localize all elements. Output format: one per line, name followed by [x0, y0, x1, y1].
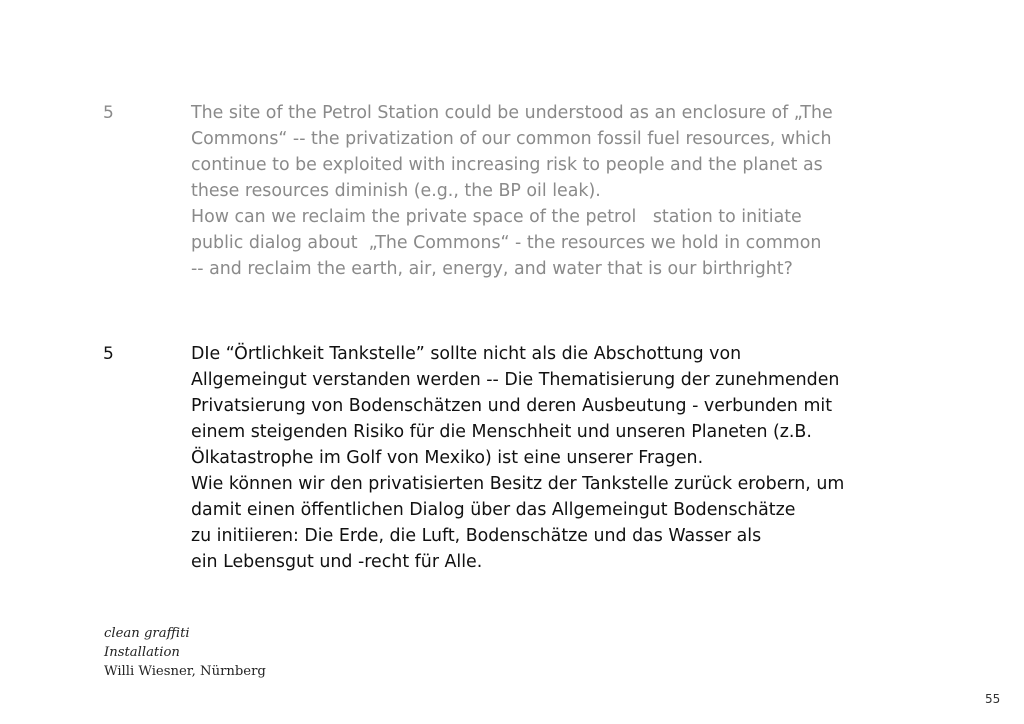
german-line: einem steigenden Risiko für die Menschheit und unseren Planeten (z.B. — [191, 422, 812, 442]
german-line: Privatsierung von Bodenschätzen und deren Ausbeutung - verbunden mit — [191, 396, 833, 416]
english-line: public dialog about „The Commons“ - the resources we hold in common — [191, 233, 822, 253]
german-paragraph-text — [191, 341, 991, 575]
english-paragraph-number: 5 — [103, 103, 114, 123]
english-line: The site of the Petrol Station could be understood as an enclosure of „The — [191, 103, 833, 123]
english-line: How can we reclaim the private space of the petrol station to initiate — [191, 207, 802, 227]
german-line: Wie können wir den privatisierten Besitz der Tankstelle zurück erobern, um — [191, 474, 845, 494]
english-line: Commons“ -- the privatization of our common fossil fuel resources, which — [191, 129, 832, 149]
artwork-credit — [104, 624, 266, 681]
artwork-type: Installation — [104, 645, 180, 660]
page-number: 55 — [985, 692, 1001, 706]
german-line: ein Lebensgut und -recht für Alle. — [191, 552, 483, 572]
german-line: damit einen öffentlichen Dialog über das Allgemeingut Bodenschätze — [191, 500, 796, 520]
german-line: DIe “Örtlichkeit Tankstelle” sollte nicht als die Abschottung von — [191, 344, 742, 364]
english-line: these resources diminish (e.g., the BP oil leak). — [191, 181, 601, 201]
english-line: continue to be exploited with increasing risk to people and the planet as — [191, 155, 823, 175]
english-line: -- and reclaim the earth, air, energy, and water that is our birthright? — [191, 259, 793, 279]
artist-name: Willi Wiesner, Nürnberg — [104, 664, 266, 679]
artwork-title: clean graffiti — [104, 626, 190, 641]
german-paragraph-number: 5 — [103, 344, 114, 364]
english-paragraph-text — [191, 100, 991, 282]
german-line: Ölkatastrophe im Golf von Mexiko) ist eine unserer Fragen. — [191, 448, 704, 468]
german-line: zu initiieren: Die Erde, die Luft, Bodenschätze und das Wasser als — [191, 526, 762, 546]
german-line: Allgemeingut verstanden werden -- Die Thematisierung der zunehmenden — [191, 370, 840, 390]
